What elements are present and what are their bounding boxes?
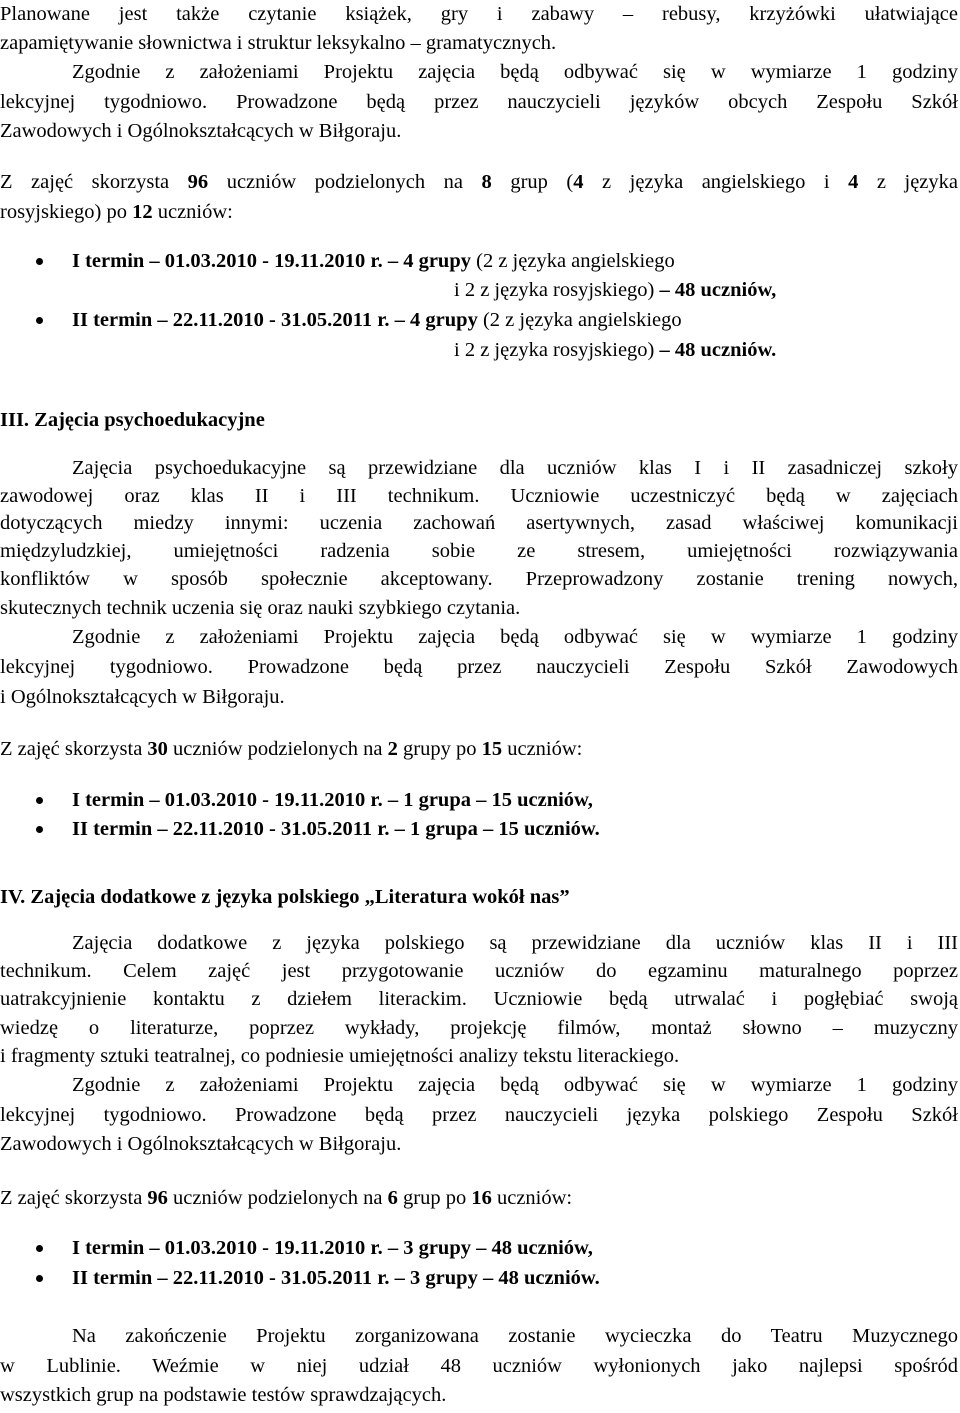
number: 12 xyxy=(132,201,153,223)
text-run: rosyjskiego) po xyxy=(0,201,133,223)
paragraph-line: zawodowej oraz klas II i III technikum. Uczniowie uczestniczyć będą w zajęciach xyxy=(0,485,958,507)
paragraph-line: w Lublinie. Weźmie w niej udział 48 uczniów wyłonionych jako najlepsi spośród xyxy=(0,1355,958,1377)
list-item-text: II termin – 22.11.2010 - 31.05.2011 r. – 1 grupa – 15 uczniów. xyxy=(72,818,600,840)
bullet-icon xyxy=(36,826,43,833)
text-run: uczniów: xyxy=(491,1187,573,1209)
bullet-icon xyxy=(36,1245,43,1252)
text-run: z języka xyxy=(858,171,958,193)
paragraph-line: Na zakończenie Projektu zorganizowana zostanie wycieczka do Teatru Muzycznego xyxy=(72,1325,958,1347)
bullet-icon xyxy=(36,797,43,804)
paragraph-line: wiedzę o literaturze, poprzez wykłady, projekcję filmów, montaż słowno – muzyczny xyxy=(0,1017,958,1039)
paragraph-line: Zawodowych i Ogólnokształcących w Biłgoraju. xyxy=(0,1133,402,1155)
number: 96 xyxy=(147,1187,168,1209)
paragraph-line: Zgodnie z założeniami Projektu zajęcia będą odbywać się w wymiarze 1 godziny xyxy=(72,1074,958,1096)
text-run: grupy po xyxy=(397,738,482,760)
number: 6 xyxy=(387,1187,398,1209)
term-label: I termin – 01.03.2010 - 19.11.2010 r. – 4 grupy xyxy=(72,250,471,272)
paragraph-line: konfliktów w sposób społecznie akceptowany. Przeprowadzony zostanie trening nowych, xyxy=(0,568,958,590)
section-heading: III. Zajęcia psychoedukacyjne xyxy=(0,409,265,431)
text-run: i 2 z języka rosyjskiego) xyxy=(454,279,655,301)
number: 4 xyxy=(573,171,584,193)
list-item-text xyxy=(72,247,675,277)
list-item-text xyxy=(72,306,682,336)
text-run: uczniów podzielonych na xyxy=(167,1187,388,1209)
text-run: Z zajęć skorzysta xyxy=(0,1187,148,1209)
paragraph-line: Zajęcia psychoedukacyjne są przewidziane dla uczniów klas I i II zasadniczej szkoły xyxy=(72,457,958,479)
bullet-icon xyxy=(36,258,43,265)
text-run: Z zajęć skorzysta xyxy=(0,171,188,193)
paragraph-line: technikum. Celem zajęć jest przygotowanie uczniów do egzaminu maturalnego poprzez xyxy=(0,960,958,982)
number: 4 xyxy=(848,171,859,193)
bullet-icon xyxy=(36,317,43,324)
paragraph-line: Zajęcia dodatkowe z języka polskiego są przewidziane dla uczniów klas II i III xyxy=(72,932,958,954)
paragraph-line: Zgodnie z założeniami Projektu zajęcia będą odbywać się w wymiarze 1 godziny xyxy=(72,61,958,83)
paragraph-line: wszystkich grup na podstawie testów sprawdzających. xyxy=(0,1384,447,1406)
paragraph-line: i Ogólnokształcących w Biłgoraju. xyxy=(0,686,285,708)
paragraph-line: lekcyjnej tygodniowo. Prowadzone będą przez nauczycieli języków obcych Zespołu Szkół xyxy=(0,91,958,113)
number: 15 xyxy=(481,738,503,760)
number: 96 xyxy=(187,171,209,193)
number: 2 xyxy=(387,738,398,760)
text-run: i 2 z języka rosyjskiego) xyxy=(454,339,655,361)
paragraph-line xyxy=(0,1184,958,1214)
text-run: uczniów: xyxy=(502,738,583,760)
paragraph-line: Planowane jest także czytanie książek, gry i zabawy – rebusy, krzyżówki ułatwiające xyxy=(0,3,958,25)
paragraph-line: lekcyjnej tygodniowo. Prowadzone będą przez nauczycieli Zespołu Szkół Zawodowych xyxy=(0,656,958,678)
paragraph-line: uatrakcyjnienie kontaktu z dziełem literackim. Uczniowie będą utrwalać i pogłębiać swoją xyxy=(0,988,958,1010)
text-run: z języka angielskiego i xyxy=(583,171,849,193)
list-item-text: I termin – 01.03.2010 - 19.11.2010 r. – 1 grupa – 15 uczniów, xyxy=(72,789,593,811)
paragraph-line: dotyczących miedzy innymi: uczenia zachowań asertywnych, zasad właściwej komunikacji xyxy=(0,512,958,534)
list-item-text xyxy=(454,336,776,366)
paragraph-line: i fragmenty sztuki teatralnej, co podniesie umiejętności analizy tekstu literackiego. xyxy=(0,1045,680,1067)
text-run: uczniów: xyxy=(152,201,233,223)
section-heading: IV. Zajęcia dodatkowe z języka polskiego „Literatura wokół nas” xyxy=(0,886,570,908)
text-run: (2 z języka angielskiego xyxy=(477,309,682,331)
paragraph-line xyxy=(0,168,958,198)
paragraph-line: zapamiętywanie słownictwa i struktur leksykalno – gramatycznych. xyxy=(0,32,557,54)
number: 8 xyxy=(481,171,492,193)
text-run: (2 z języka angielskiego xyxy=(471,250,675,272)
text-run: grup po xyxy=(397,1187,472,1209)
list-item-text: I termin – 01.03.2010 - 19.11.2010 r. – 3 grupy – 48 uczniów, xyxy=(72,1237,593,1259)
list-item-text: II termin – 22.11.2010 - 31.05.2011 r. – 3 grupy – 48 uczniów. xyxy=(72,1267,600,1289)
number: 16 xyxy=(471,1187,492,1209)
number: 30 xyxy=(147,738,168,760)
text-run: uczniów podzielonych na xyxy=(208,171,482,193)
paragraph-line xyxy=(0,198,958,228)
list-item-text xyxy=(454,276,776,306)
term-label: II termin – 22.11.2010 - 31.05.2011 r. – 4 grupy xyxy=(72,309,478,331)
text-run: Z zajęć skorzysta xyxy=(0,738,148,760)
paragraph-line: międzyludzkiej, umiejętności radzenia sobie ze stresem, umiejętności rozwiązywania xyxy=(0,540,958,562)
paragraph-line: Zgodnie z założeniami Projektu zajęcia będą odbywać się w wymiarze 1 godziny xyxy=(72,626,958,648)
paragraph-line: skutecznych technik uczenia się oraz nauki szybkiego czytania. xyxy=(0,597,521,619)
student-count: – 48 uczniów. xyxy=(654,339,777,361)
paragraph-line: lekcyjnej tygodniowo. Prowadzone będą przez nauczycieli języka polskiego Zespołu Szkół xyxy=(0,1104,958,1126)
text-run: grup ( xyxy=(491,171,574,193)
student-count: – 48 uczniów, xyxy=(654,279,777,301)
paragraph-line xyxy=(0,735,958,765)
text-run: uczniów podzielonych na xyxy=(167,738,388,760)
bullet-icon xyxy=(36,1275,43,1282)
paragraph-line: Zawodowych i Ogólnokształcących w Biłgoraju. xyxy=(0,120,402,142)
